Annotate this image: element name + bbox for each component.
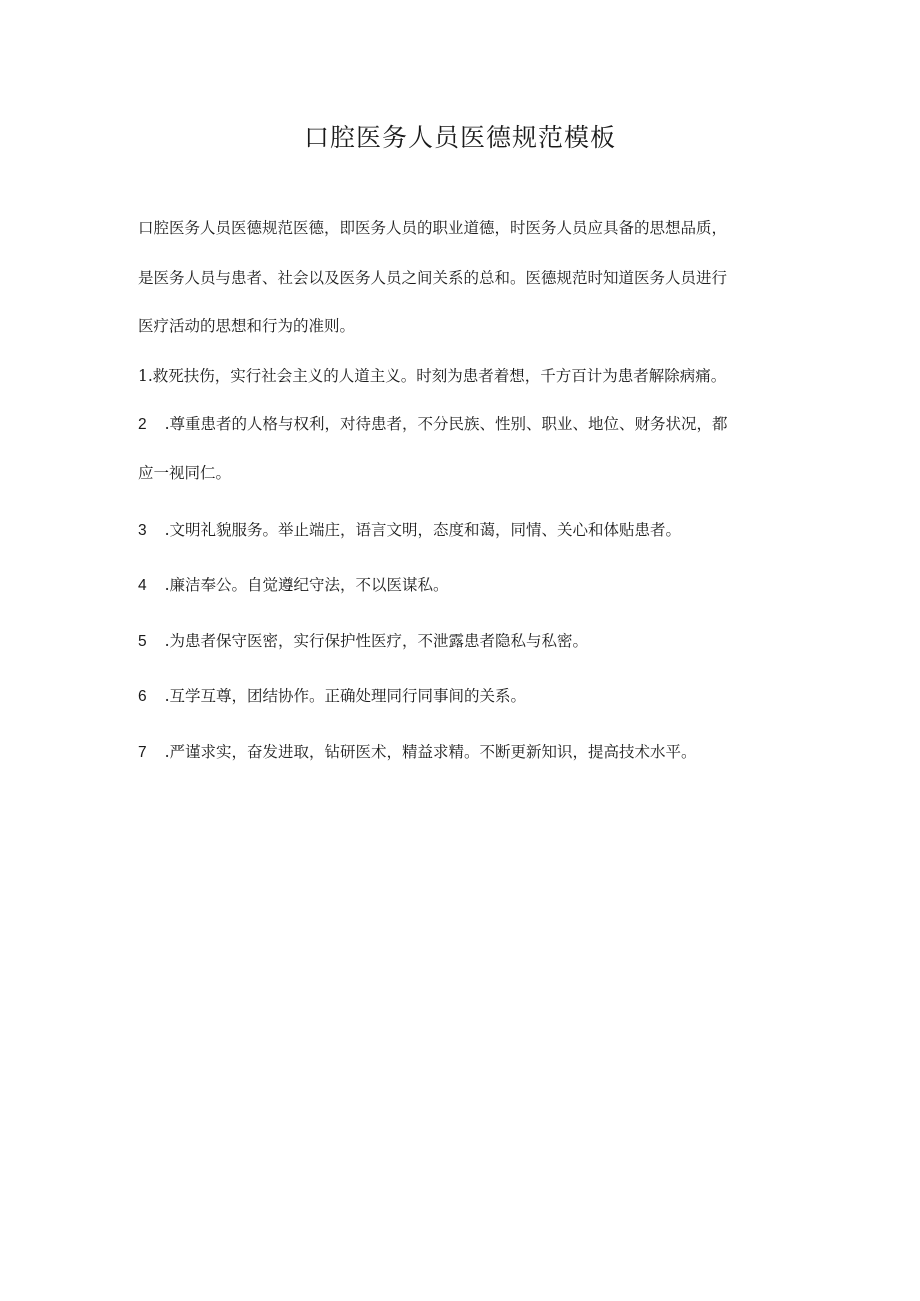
list-item-number: 3 [138, 522, 147, 539]
list-item-number: 4 [138, 577, 147, 594]
list-item-2-continuation: 应一视同仁。 [138, 464, 232, 482]
list-item-text: .廉洁奉公。自觉遵纪守法，不以医谋私。 [164, 576, 449, 594]
list-item-text: 救死扶伤，实行社会主义的人道主义。时刻为患者着想，千方百计为患者解除病痛。 [152, 367, 727, 385]
list-item-number: 2 [138, 416, 147, 433]
list-item-5 [138, 631, 588, 652]
list-item-text: .文明礼貌服务。举止端庄，语言文明，态度和蔼，同情、关心和体贴患者。 [164, 521, 682, 539]
list-item-text: .严谨求实，奋发进取，钻研医术，精益求精。不断更新知识，提高技术水平。 [164, 743, 697, 761]
list-item-3 [138, 520, 681, 541]
list-item-1 [138, 366, 726, 386]
list-item-4 [138, 575, 449, 596]
list-item-2 [138, 414, 728, 435]
list-item-text: .互学互尊，团结协作。正确处理同行同事间的关系。 [164, 687, 527, 705]
intro-line-2: 是医务人员与患者、社会以及医务人员之间关系的总和。医德规范时知道医务人员进行 [138, 269, 728, 287]
list-item-number: 7 [138, 744, 147, 761]
list-item-text: .为患者保守医密，实行保护性医疗，不泄露患者隐私与私密。 [164, 632, 589, 650]
list-item-number: 1. [138, 367, 153, 385]
list-item-7 [138, 742, 697, 763]
list-item-number: 5 [138, 633, 147, 650]
list-item-number: 6 [138, 688, 147, 705]
intro-line-1: 口腔医务人员医德规范医德，即医务人员的职业道德，时医务人员应具备的思想品质， [138, 219, 728, 237]
list-item-text: .尊重患者的人格与权利，对待患者，不分民族、性别、职业、地位、财务状况，都 [164, 415, 728, 433]
document-title: 口腔医务人员医德规范模板 [303, 123, 616, 152]
list-item-6 [138, 686, 526, 707]
intro-line-3: 医疗活动的思想和行为的准则。 [138, 317, 356, 335]
